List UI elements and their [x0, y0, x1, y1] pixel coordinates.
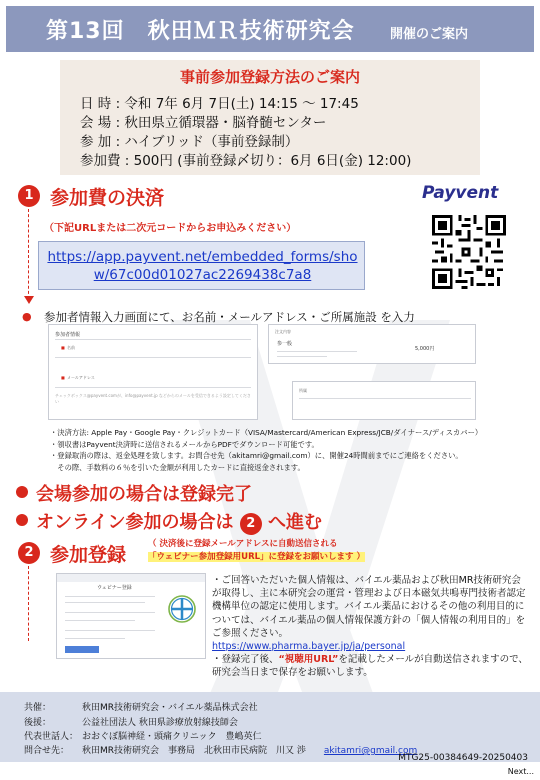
- venue-complete-text: 会場参加の場合は登録完了: [36, 484, 252, 505]
- event-info-box: [60, 60, 480, 175]
- step2-flow-line: [28, 566, 29, 641]
- footer-contact-label: 問合せ先：: [24, 746, 70, 756]
- affiliation-field-screenshot: [292, 381, 476, 420]
- privacy-notice: [212, 574, 530, 680]
- flow-arrow-icon: [24, 296, 34, 304]
- online-next-message: [16, 508, 322, 535]
- form-required-mark-2: ■: [61, 375, 65, 380]
- after-suffix: を記載したメールが自動送信されますので、研究会当日まで保存をお願いします。: [212, 654, 528, 679]
- footer-rep: おおぐぼ脳神経・頭痛クリニック 豊嶋英仁: [82, 732, 262, 742]
- webinar-mock-title: ウェビナー登録: [97, 585, 132, 591]
- step1-number-badge: 1: [18, 185, 40, 207]
- payment-note: ・領収書はPayvent決済時に送信されるメールからPDFでダウンロード可能です。: [50, 439, 319, 449]
- qr-code[interactable]: [432, 215, 506, 289]
- footer-rep-row: [24, 729, 261, 742]
- form-small-text: チェックボックス@payvent.comが、info@payvent.jp などからのメールを受信できるよう設定してください: [55, 393, 251, 404]
- step1-note: （下記URLまたは二次元コードからお申込みください）: [44, 223, 297, 234]
- info-fee: 参加費 : 500円 (事前登録〆切り：6月 6日(金) 12:00): [80, 153, 412, 169]
- step2-note-line2: 「ウェビナー参加登録用URL」に登録をお願いします ）: [148, 552, 365, 562]
- info-format: 参 加 : ハイブリッド（事前登録制）: [80, 134, 299, 150]
- step1-instruction: 参加者情報入力画面にて、お名前・メールアドレス・ご所属施設 を入力: [44, 310, 415, 324]
- info-venue: 会 場 : 秋田県立循環器・脳脊髄センター: [80, 115, 327, 131]
- after-registration-note: [212, 653, 530, 679]
- form-heading: 参加者情報: [55, 332, 81, 338]
- payment-note: その際、手数料の６％を引いた金額が利用したカードに直接返金されます。: [50, 462, 305, 472]
- online-suffix-text: へ進む: [268, 512, 323, 533]
- affiliation-label: 所属: [299, 388, 307, 393]
- bullet-icon: [16, 486, 28, 498]
- form-required-mark: ■: [61, 345, 65, 350]
- page-footer: [0, 692, 540, 762]
- document-code: MTG25-00384649-20250403: [398, 753, 528, 763]
- info-title: 事前参加登録方法のご案内: [179, 68, 360, 86]
- footer-host: 秋田MR技術研究会・バイエル薬品株式会社: [82, 703, 258, 713]
- step2-number-badge: 2: [18, 542, 40, 564]
- order-summary-screenshot: [268, 324, 476, 364]
- footer-host-label: 共催：: [24, 703, 52, 713]
- order-item: 参一般: [277, 341, 293, 347]
- page-subtitle: 開催のご案内: [390, 27, 469, 42]
- bullet-icon: ●: [22, 310, 32, 323]
- step2-note-line1: （ 決済後に登録メールアドレスに自動送信される: [148, 539, 338, 549]
- participant-form-screenshot: [48, 324, 258, 420]
- venue-complete-message: [16, 480, 252, 506]
- webinar-registration-screenshot: [56, 573, 206, 659]
- page-title: 第13回 秋田ＭＲ技術研究会: [46, 19, 355, 44]
- step2-ref-badge: 2: [240, 513, 262, 535]
- privacy-text: ・ご回答いただいた個人情報は、バイエル薬品および秋田MR技術研究会が取得し、主に本研究会の運営・管理および日本磁気共鳴専門技術者認定機構単位の認定に使用します。バイエル薬品におけるその他の利用目的については、バイエル薬品の個人情報保護方針の「個人情報の利用目的」をご参照ください。: [212, 575, 526, 639]
- contact-email-link[interactable]: akitamri@gmail.com: [323, 746, 418, 756]
- payment-notes: [50, 427, 530, 473]
- privacy-policy-link[interactable]: https://www.pharma.bayer.jp/ja/personal: [212, 641, 406, 653]
- form-email-label: メールアドレス: [67, 375, 95, 380]
- payment-note: ・登録取消の際は、返金処理を致します。お問合せ先（akitamri@gmail.com）に、開催24時間前までにご連絡をください。: [50, 451, 463, 460]
- step1-title: 参加費の決済: [50, 187, 165, 209]
- next-page-label: Next...: [507, 767, 534, 776]
- step2-note: [148, 538, 365, 564]
- order-label: 注文内容: [275, 329, 291, 334]
- step2-title: 参加登録: [50, 544, 127, 566]
- footer-contact: 秋田MR技術研究会 事務局 北秋田市民病院 川又 渉: [82, 746, 306, 756]
- registration-url-box: [38, 241, 365, 290]
- payvent-logo: Payvent: [422, 183, 499, 203]
- footer-contact-row: [24, 743, 417, 756]
- form-name-label: 名前: [67, 345, 75, 350]
- online-prefix-text: オンライン参加の場合は: [36, 512, 234, 533]
- footer-rep-label: 代表世話人：: [24, 732, 79, 742]
- order-item-price: 5,000円: [415, 346, 435, 352]
- footer-support-label: 後援：: [24, 718, 52, 728]
- footer-host-row: [24, 700, 258, 713]
- info-date: 日 時 : 令和 7年 6月 7日(土) 14:15 ～ 17:45: [80, 96, 359, 112]
- viewing-url-label: “視聴用URL”: [278, 654, 339, 666]
- page-header: [6, 6, 534, 52]
- payment-note: ・決済方法: Apple Pay・Google Pay・クレジットカード（VISA/Mastercard/American Express/JCB/ダイナース/ディスカバー）: [50, 428, 483, 437]
- bullet-icon: [16, 514, 28, 526]
- footer-support: 公益社団法人 秋田県診療放射線技師会: [82, 718, 238, 728]
- registration-url-link[interactable]: https://app.payvent.net/embedded_forms/show/67c00d01027ac2269438c7a8: [47, 249, 358, 283]
- bayer-cross-logo-icon: [167, 594, 197, 624]
- footer-support-row: [24, 715, 238, 728]
- step1-flow-line: [28, 209, 29, 299]
- after-prefix: ・登録完了後、: [212, 654, 279, 666]
